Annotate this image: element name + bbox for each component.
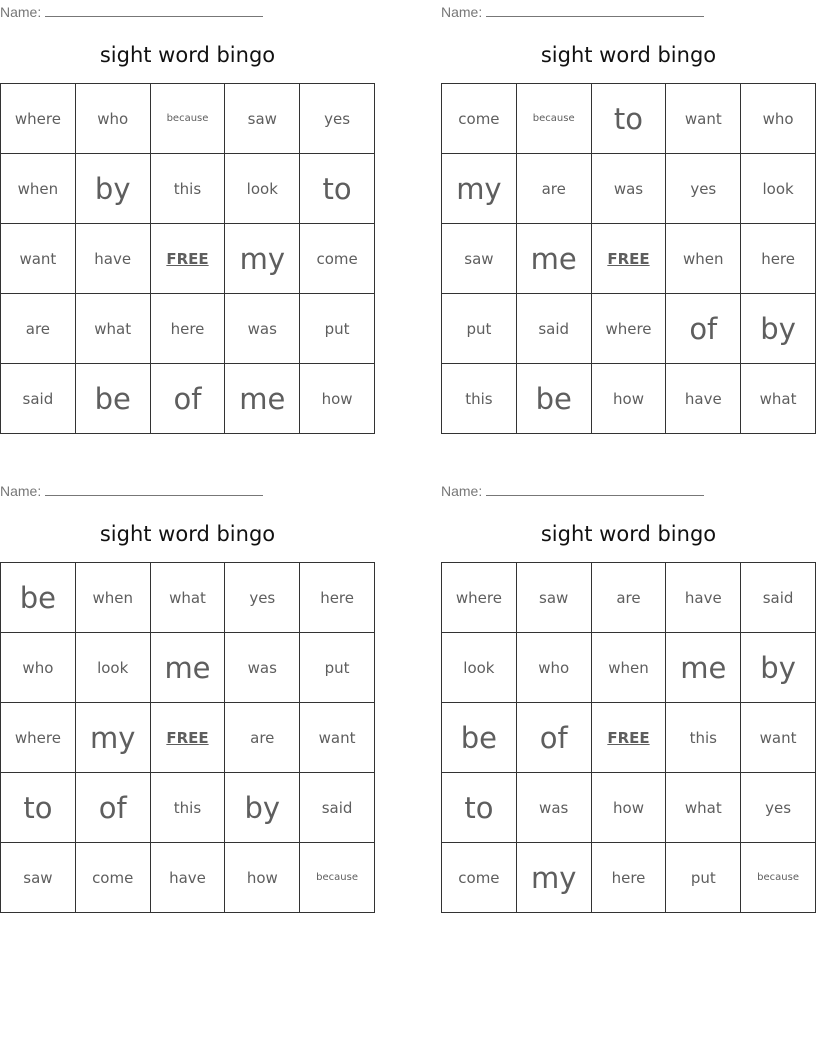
bingo-row: [442, 84, 816, 154]
bingo-cell: where: [1, 703, 76, 773]
bingo-cell: me: [516, 224, 591, 294]
bingo-cell: have: [150, 843, 225, 913]
bingo-card-2: [441, 0, 816, 435]
bingo-row: [1, 154, 375, 224]
bingo-cell: how: [591, 773, 666, 843]
bingo-cell: was: [225, 294, 300, 364]
bingo-cell: how: [591, 364, 666, 434]
bingo-cell: who: [75, 84, 150, 154]
bingo-card-1: [0, 0, 375, 435]
bingo-cell: who: [741, 84, 816, 154]
bingo-cell: of: [150, 364, 225, 434]
bingo-row: [1, 773, 375, 843]
free-space-cell: FREE: [150, 224, 225, 294]
bingo-cell: to: [591, 84, 666, 154]
bingo-cell: yes: [225, 563, 300, 633]
name-field: [441, 2, 704, 21]
bingo-cell: here: [741, 224, 816, 294]
name-field: [441, 481, 704, 500]
bingo-cell: what: [741, 364, 816, 434]
bingo-cell: be: [75, 364, 150, 434]
bingo-row: [1, 843, 375, 913]
name-label: Name:: [441, 483, 483, 499]
bingo-cell: because: [741, 843, 816, 913]
name-label: Name:: [0, 483, 42, 499]
bingo-row: [442, 563, 816, 633]
bingo-cell: look: [442, 633, 517, 703]
bingo-cell: put: [300, 633, 375, 703]
bingo-row: [442, 364, 816, 434]
bingo-cell: have: [666, 364, 741, 434]
bingo-cell: come: [442, 84, 517, 154]
bingo-cell: my: [516, 843, 591, 913]
name-field: [0, 2, 263, 21]
bingo-cell: come: [75, 843, 150, 913]
bingo-grid: [441, 562, 816, 913]
bingo-cell: when: [666, 224, 741, 294]
bingo-cell: yes: [741, 773, 816, 843]
bingo-cell: be: [516, 364, 591, 434]
name-field: [0, 481, 263, 500]
bingo-cell: saw: [516, 563, 591, 633]
card-title: sight word bingo: [540, 522, 717, 546]
free-space-cell: FREE: [150, 703, 225, 773]
bingo-cell: saw: [442, 224, 517, 294]
bingo-cell: my: [442, 154, 517, 224]
bingo-row: [1, 294, 375, 364]
card-title: sight word bingo: [540, 43, 717, 67]
bingo-cell: come: [442, 843, 517, 913]
bingo-cell: what: [75, 294, 150, 364]
bingo-cell: when: [1, 154, 76, 224]
bingo-cell: when: [591, 633, 666, 703]
bingo-cell: look: [225, 154, 300, 224]
bingo-cell: this: [442, 364, 517, 434]
bingo-row: [442, 773, 816, 843]
bingo-cell: who: [516, 633, 591, 703]
card-title: sight word bingo: [99, 43, 276, 67]
bingo-cell: are: [591, 563, 666, 633]
bingo-cell: saw: [225, 84, 300, 154]
bingo-cell: here: [591, 843, 666, 913]
bingo-grid: [0, 562, 375, 913]
free-space-cell: FREE: [591, 703, 666, 773]
bingo-cell: are: [1, 294, 76, 364]
name-blank-line: [45, 481, 263, 496]
bingo-card-3: [0, 479, 375, 914]
bingo-cell: by: [75, 154, 150, 224]
bingo-cell: said: [1, 364, 76, 434]
bingo-cell: put: [300, 294, 375, 364]
bingo-cell: to: [1, 773, 76, 843]
bingo-row: [442, 224, 816, 294]
bingo-cell: who: [1, 633, 76, 703]
bingo-cell: me: [666, 633, 741, 703]
bingo-cell: by: [741, 294, 816, 364]
bingo-cell: what: [666, 773, 741, 843]
bingo-cell: was: [516, 773, 591, 843]
bingo-cell: saw: [1, 843, 76, 913]
bingo-cell: want: [741, 703, 816, 773]
bingo-cell: want: [666, 84, 741, 154]
bingo-grid: [0, 83, 375, 434]
bingo-row: [442, 633, 816, 703]
bingo-cell: was: [591, 154, 666, 224]
bingo-cell: here: [150, 294, 225, 364]
bingo-cell: want: [300, 703, 375, 773]
card-title: sight word bingo: [99, 522, 276, 546]
bingo-cell: where: [1, 84, 76, 154]
bingo-cell: by: [741, 633, 816, 703]
bingo-cell: look: [75, 633, 150, 703]
bingo-cell: look: [741, 154, 816, 224]
bingo-cell: to: [300, 154, 375, 224]
bingo-cell: of: [516, 703, 591, 773]
bingo-cell: me: [225, 364, 300, 434]
bingo-cell: by: [225, 773, 300, 843]
bingo-cell: because: [150, 84, 225, 154]
bingo-row: [442, 154, 816, 224]
bingo-cell: of: [75, 773, 150, 843]
bingo-cell: are: [516, 154, 591, 224]
bingo-cell: where: [591, 294, 666, 364]
bingo-row: [1, 84, 375, 154]
bingo-row: [442, 843, 816, 913]
bingo-cell: yes: [300, 84, 375, 154]
bingo-cell: want: [1, 224, 76, 294]
bingo-cell: me: [150, 633, 225, 703]
name-label: Name:: [441, 4, 483, 20]
bingo-cell: put: [666, 843, 741, 913]
bingo-cell: yes: [666, 154, 741, 224]
bingo-row: [1, 563, 375, 633]
bingo-cell: be: [442, 703, 517, 773]
bingo-row: [442, 703, 816, 773]
bingo-row: [1, 703, 375, 773]
bingo-cell: what: [150, 563, 225, 633]
bingo-cell: of: [666, 294, 741, 364]
bingo-row: [442, 294, 816, 364]
bingo-cell: when: [75, 563, 150, 633]
bingo-cell: put: [442, 294, 517, 364]
name-blank-line: [45, 2, 263, 17]
free-space-cell: FREE: [591, 224, 666, 294]
name-blank-line: [486, 481, 704, 496]
bingo-cell: this: [150, 154, 225, 224]
bingo-cell: have: [666, 563, 741, 633]
bingo-cell: where: [442, 563, 517, 633]
bingo-row: [1, 224, 375, 294]
name-label: Name:: [0, 4, 42, 20]
name-blank-line: [486, 2, 704, 17]
bingo-row: [1, 364, 375, 434]
bingo-card-4: [441, 479, 816, 914]
bingo-cell: said: [516, 294, 591, 364]
bingo-cell: this: [150, 773, 225, 843]
bingo-cell: how: [300, 364, 375, 434]
bingo-cell: was: [225, 633, 300, 703]
bingo-cell: are: [225, 703, 300, 773]
bingo-cell: said: [300, 773, 375, 843]
bingo-cell: my: [75, 703, 150, 773]
bingo-cell: come: [300, 224, 375, 294]
bingo-cell: to: [442, 773, 517, 843]
bingo-cell: how: [225, 843, 300, 913]
bingo-grid: [441, 83, 816, 434]
bingo-cell: have: [75, 224, 150, 294]
bingo-cell: because: [516, 84, 591, 154]
bingo-cell: here: [300, 563, 375, 633]
bingo-row: [1, 633, 375, 703]
bingo-cell: be: [1, 563, 76, 633]
bingo-cell: because: [300, 843, 375, 913]
bingo-cell: my: [225, 224, 300, 294]
bingo-cell: said: [741, 563, 816, 633]
bingo-cell: this: [666, 703, 741, 773]
